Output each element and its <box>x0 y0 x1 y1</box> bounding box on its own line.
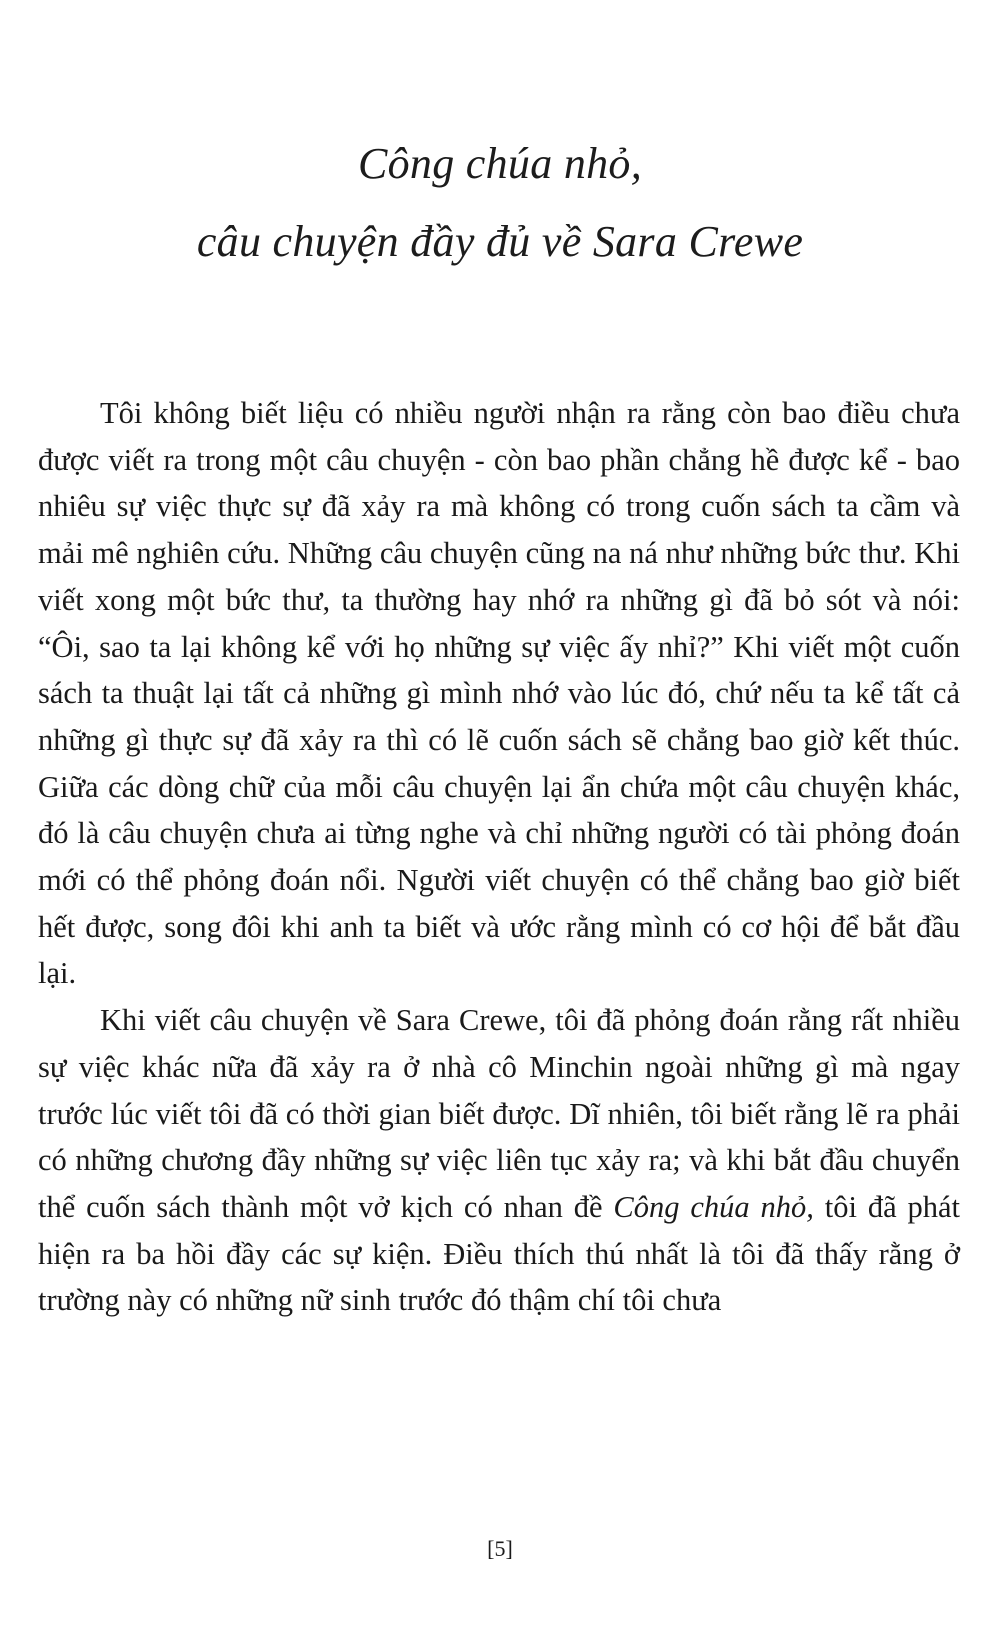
page-number: [5] <box>487 1536 513 1561</box>
book-title-italic: Công chúa nhỏ, <box>613 1189 814 1224</box>
chapter-title <box>0 125 1000 281</box>
body-text <box>38 390 960 1324</box>
paragraph-2-text-start: Khi viết câu chuyện về Sara Crewe, tôi đã phỏng đoán rằng rất nhiều sự việc khác nữa đã xảy ra ở nhà cô Minchin ngoài những gì mà ngay trước lúc viết tôi đã có thời gian biết được. Dĩ nhiên, tôi biết rằng lẽ ra phải có những chương đầy những sự việc liên tục xảy ra; và khi bắt đầu chuyển thể cuốn sách thành một vở kịch có nhan đề <box>38 1003 960 1224</box>
paragraph-1: Tôi không biết liệu có nhiều người nhận ra rằng còn bao điều chưa được viết ra trong một câu chuyện - còn bao phần chẳng hề được kể - bao nhiêu sự việc thực sự đã xảy ra mà không có trong cuốn sách ta cầm và mải mê nghiên cứu. Những câu chuyện cũng na ná như những bức thư. Khi viết xong một bức thư, ta thường hay nhớ ra những gì đã bỏ sót và nói: “Ôi, sao ta lại không kể với họ những sự việc ấy nhỉ?” Khi viết một cuốn sách ta thuật lại tất cả những gì mình nhớ vào lúc đó, chứ nếu ta kể tất cả những gì thực sự đã xảy ra thì có lẽ cuốn sách sẽ chẳng bao giờ kết thúc. Giữa các dòng chữ của mỗi câu chuyện lại ẩn chứa một câu chuyện khác, đó là câu chuyện chưa ai từng nghe và chỉ những người có tài phỏng đoán mới có thể phỏng đoán nổi. Người viết chuyện có thể chẳng bao giờ biết hết được, song đôi khi anh ta biết và ước rằng mình có cơ hội để bắt đầu lại. <box>38 396 960 991</box>
paragraph-2 <box>38 997 960 1324</box>
chapter-title-line-1: Công chúa nhỏ, <box>357 139 643 188</box>
paragraph-2-text-end: tôi đã phát hiện ra ba hồi đầy các sự kiện. Điều thích thú nhất là tôi đã thấy rằng ở trường này có những nữ sinh trước đó thậm chí tôi chưa <box>38 1189 960 1318</box>
chapter-title-line-2: câu chuyện đầy đủ về Sara Crewe <box>196 217 804 266</box>
